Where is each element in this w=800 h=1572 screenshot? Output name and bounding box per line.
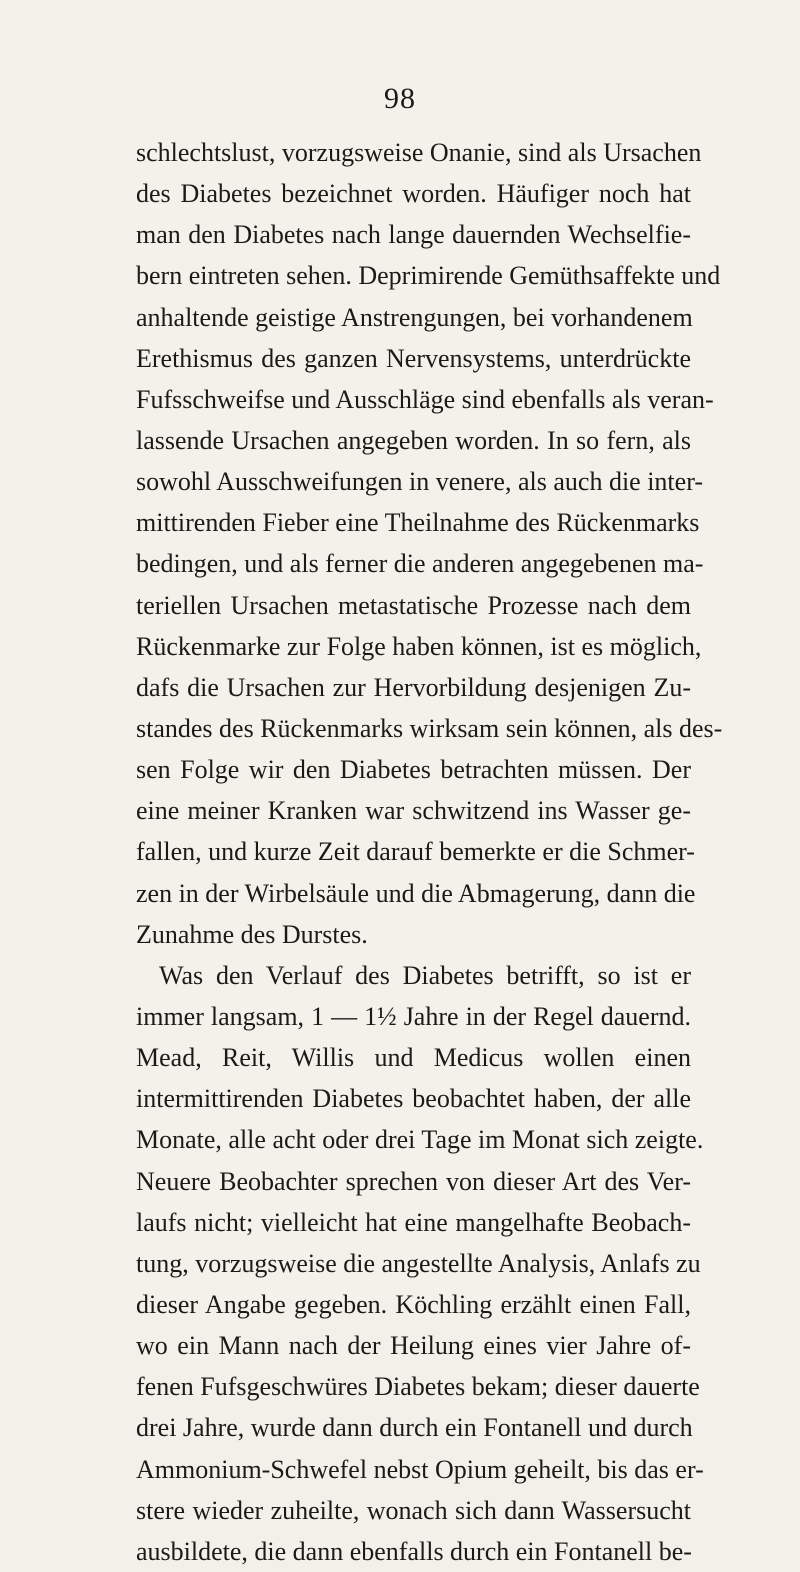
text-line: intermittirenden Diabetes beobachtet haben, der alle <box>136 1084 691 1114</box>
text-line: stere wieder zuheilte, wonach sich dann Wassersucht <box>136 1495 691 1525</box>
text-line: standes des Rückenmarks wirksam sein können, als des- <box>136 713 723 743</box>
text-line: Zunahme des Durstes. <box>136 919 368 949</box>
text-line: des Diabetes bezeichnet worden. Häufiger noch hat <box>136 179 691 209</box>
text-line: zen in der Wirbelsäule und die Abmagerung, dann die <box>136 878 696 908</box>
text-line: bedingen, und als ferner die anderen angegebenen ma- <box>136 549 704 579</box>
text-line: immer langsam, 1 — 1½ Jahre in der Regel dauernd. <box>136 1001 691 1031</box>
text-line: schlechtslust, vorzugsweise Onanie, sind als Ursachen <box>136 138 702 167</box>
text-line: Erethismus des ganzen Nervensystems, unterdrückte <box>136 343 691 373</box>
text-line: man den Diabetes nach lange dauernden Wechselfie- <box>136 220 691 250</box>
text-line: Rückenmarke zur Folge haben können, ist es möglich, <box>136 631 702 661</box>
text-line: Neuere Beobachter sprechen von dieser Art des Ver- <box>136 1166 691 1196</box>
text-line: tung, vorzugsweise die angestellte Analysis, Anlafs zu <box>136 1248 701 1278</box>
text-line: drei Jahre, wurde dann durch ein Fontanell und durch <box>136 1413 693 1443</box>
text-line: anhaltende geistige Anstrengungen, bei vorhandenem <box>136 302 693 332</box>
text-line: Was den Verlauf des Diabetes betrifft, so ist er <box>159 960 691 990</box>
body-text <box>136 132 723 1572</box>
text-line: dieser Angabe gegeben. Köchling erzählt einen Fall, <box>136 1289 691 1319</box>
text-line: fenen Fufsgeschwüres Diabetes bekam; dieser dauerte <box>136 1372 700 1402</box>
text-line: bern eintreten sehen. Deprimirende Gemüthsaffekte und <box>136 261 721 291</box>
text-line: eine meiner Kranken war schwitzend ins Wasser ge- <box>136 796 691 826</box>
page-number: 98 <box>384 82 416 115</box>
text-line: mittirenden Fieber eine Theilnahme des Rückenmarks <box>136 508 700 538</box>
text-line: Mead, Reit, Willis und Medicus wollen einen <box>136 1043 691 1073</box>
text-line: laufs nicht; vielleicht hat eine mangelhafte Beobach- <box>136 1207 691 1237</box>
text-line: dafs die Ursachen zur Hervorbildung desjenigen Zu- <box>136 672 691 702</box>
text-line: Ammonium-Schwefel nebst Opium geheilt, bis das er- <box>136 1454 704 1484</box>
text-line: fallen, und kurze Zeit darauf bemerkte er die Schmer- <box>136 837 695 867</box>
text-line: lassende Ursachen angegeben worden. In so fern, als <box>136 425 691 455</box>
text-line: Fufsschweifse und Ausschläge sind ebenfalls als veran- <box>136 384 714 414</box>
text-line: teriellen Ursachen metastatische Prozesse nach dem <box>136 590 691 620</box>
text-line: sowohl Ausschweifungen in venere, als auch die inter- <box>136 467 703 497</box>
text-line: ausbildete, die dann ebenfalls durch ein Fontanell be- <box>136 1536 692 1566</box>
text-line: sen Folge wir den Diabetes betrachten müssen. Der <box>136 755 691 785</box>
text-line: Monate, alle acht oder drei Tage im Monat sich zeigte. <box>136 1125 704 1155</box>
text-line: wo ein Mann nach der Heilung eines vier Jahre of- <box>136 1331 691 1361</box>
